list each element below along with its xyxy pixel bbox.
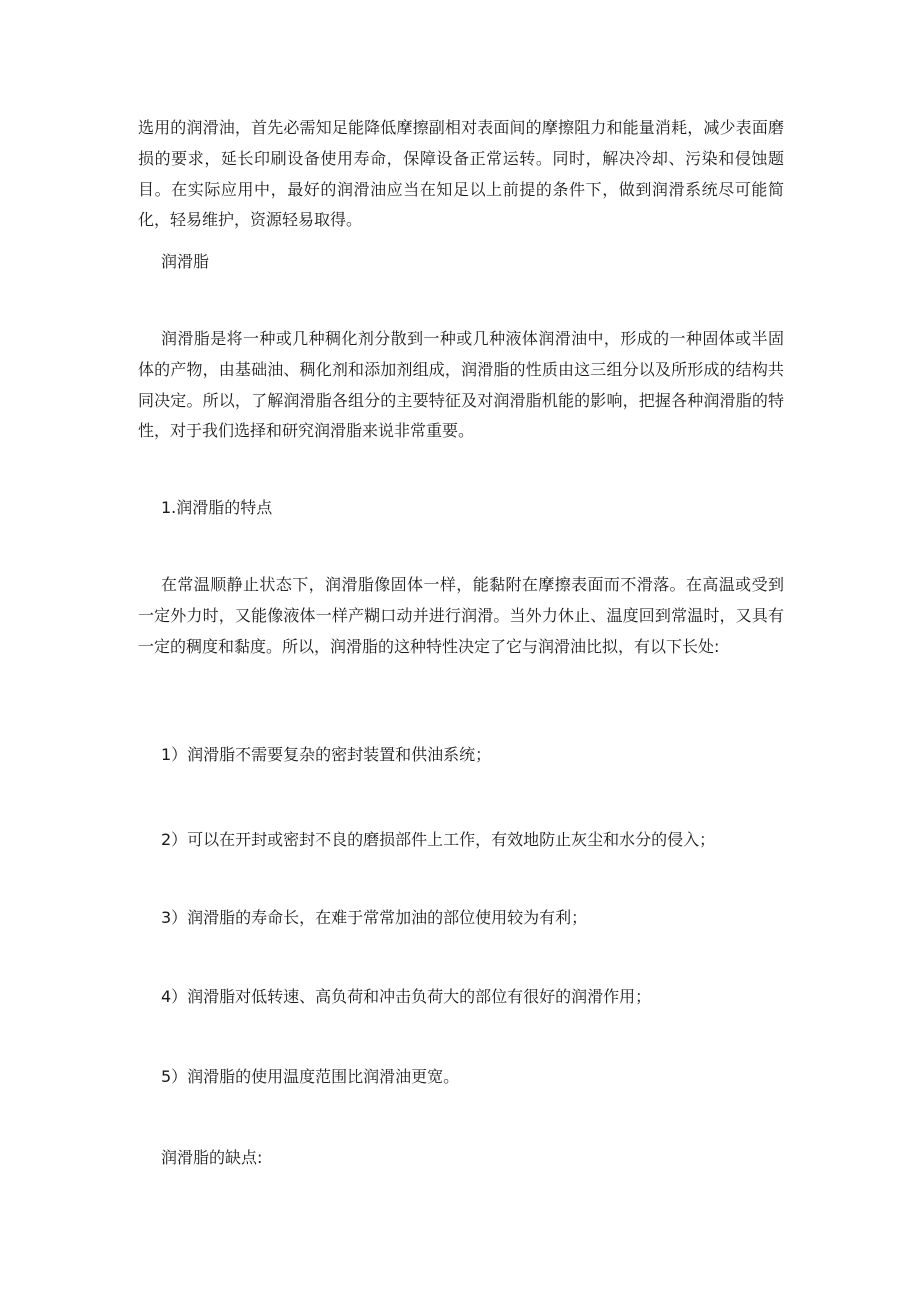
list-item: 3）润滑脂的寿命长，在难于常常加油的部位使用较为有利； xyxy=(161,908,588,927)
list-item: 5）润滑脂的使用温度范围比润滑油更宽。 xyxy=(161,1067,460,1086)
list-item: 1）润滑脂不需要复杂的密封装置和供油系统； xyxy=(161,745,492,764)
section-heading-drawbacks: 润滑脂的缺点: xyxy=(161,1148,263,1167)
list-item: 2）可以在开封或密封不良的磨损部件上工作，有效地防止灰尘和水分的侵入； xyxy=(161,830,716,849)
grease-definition-paragraph: 润滑脂是将一种或几种稠化剂分散到一种或几种液体润滑油中，形成的一种固体或半固体的产物，由基础油、稠化剂和添加剂组成，润滑脂的性质由这三组分以及所形成的结构共同决定。所以，了解润滑脂各组分的主要特征及对润滑脂机能的影响，把握各种润滑脂的特性，对于我们选择和研究润滑脂来说非常重要。 xyxy=(138,329,784,441)
section-heading-features: 1.润滑脂的特点 xyxy=(161,498,273,517)
list-item: 4）润滑脂对低转速、高负荷和冲击负荷大的部位有很好的润滑作用； xyxy=(161,987,652,1006)
intro-paragraph: 选用的润滑油，首先必需知足能降低摩擦副相对表面间的摩擦阻力和能量消耗，减少表面磨损的要求，延长印刷设备使用寿命，保障设备正常运转。同时，解决冷却、污染和侵蚀题目。在实际应用中，最好的润滑油应当在知足以上前提的条件下，做到润滑系统尽可能简化，轻易维护，资源轻易取得。 xyxy=(138,118,784,230)
features-paragraph: 在常温顺静止状态下，润滑脂像固体一样，能黏附在摩擦表面而不滑落。在高温或受到一定外力时，又能像液体一样产糊口动并进行润滑。当外力休止、温度回到常温时，又具有一定的稠度和黏度。所以，润滑脂的这种特性决定了它与润滑油比拟，有以下长处: xyxy=(138,575,784,656)
section-heading-grease: 润滑脂 xyxy=(161,252,210,271)
